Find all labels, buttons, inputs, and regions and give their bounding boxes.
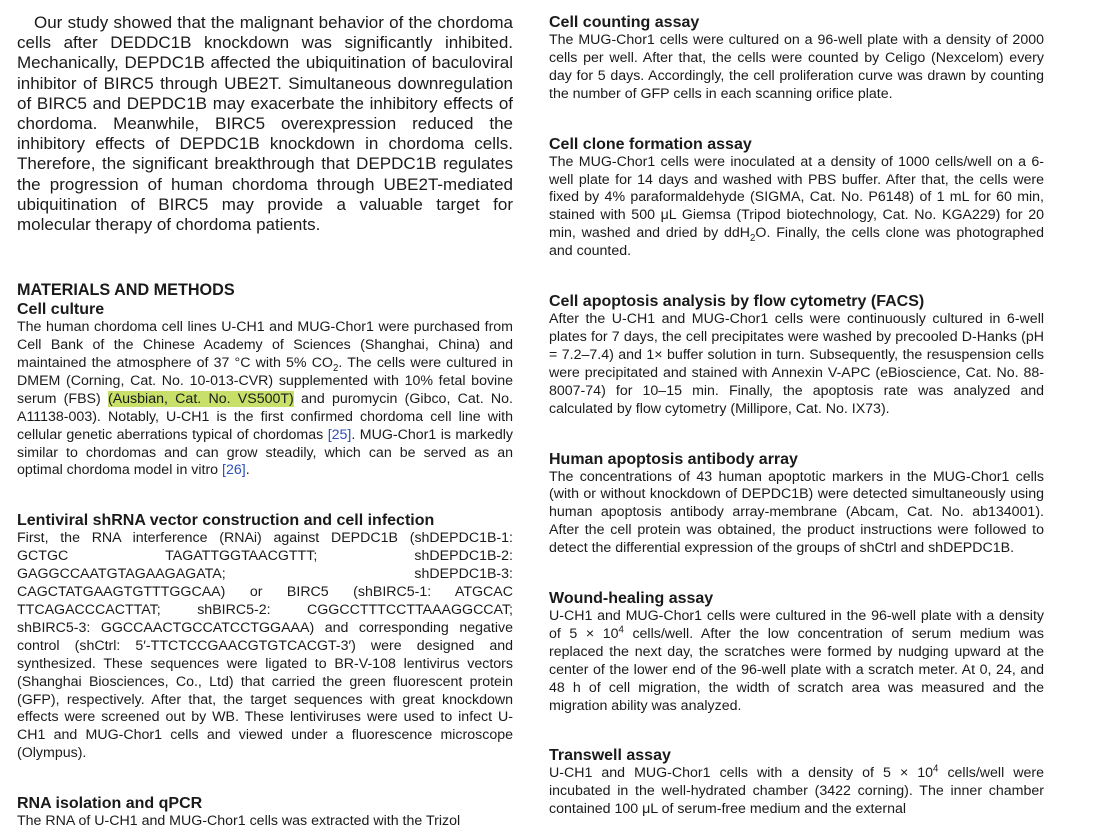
cell-culture-paragraph: The human chordoma cell lines U-CH1 and MUG-Chor1 were purchased from Cell Bank of the Chinese Academy of Sciences (Shanghai, China) and maintained the atmosphere of 37 °C with 5% $CO_2$. The cells were cultured in DMEM (Corning, Cat. No. 10-013-CVR) supplemented with 10% fetal bovine serum (FBS) (Ausbian, Cat. No. VS500T) and puromycin (Gibco, Cat. No. A11138-003). Notably, U-CH1 is the first confirmed chordoma cell line with cellular genetic aberrations typical of chordomas [25]. MUG-Chor1 is markedly similar to chordomas and can grow steadily, which can be served as an optimal chordoma model in vitro [26]. xyxy=(17,319,514,479)
transwell-paragraph: U-CH1 and MUG-Chor1 cells with a density of $5 \times 10^4$ cells/well were incubated in the well-hydrated chamber (3422 corning). The inner chamber contained 100 μL of serum-free medium and the external xyxy=(549,763,1044,818)
highlighted-text: (Ausbian, Cat. No. VS500T) xyxy=(107,390,294,407)
wound-healing-paragraph: U-CH1 and MUG-Chor1 cells were cultured in the 96-well plate with a density of $5 \times 10^4$ cells/well. After the low concentration of serum medium was replaced the next day, the scratches were formed by nudging upward at the center of the lower end of the 96-well plate with a scratch meter. At 0, 24, and 48 h of cell migration, the width of scratch area was measured and the migration ability was analyzed. xyxy=(549,608,1044,714)
reference-link-25[interactable]: [25] xyxy=(327,426,352,443)
transwell-heading: Transwell assay xyxy=(549,747,671,765)
clone-formation-heading: Cell clone formation assay xyxy=(549,135,752,153)
antibody-array-heading: Human apoptosis antibody array xyxy=(549,450,798,468)
cell-counting-heading: Cell counting assay xyxy=(549,14,700,31)
reference-link-26[interactable]: [26] xyxy=(222,462,246,479)
intro-paragraph: Our study showed that the malignant behavior of the chordoma cells after DEDDC1B knockdown was significantly inhibited. Mechanically, DEPDC1B affected the ubiquitination of baculoviral inhibitor of BIRC5 through UBE2T. Simultaneous downregulation of BIRC5 and DEPDC1B may exacerbate the inhibitory effects of chordoma. Meanwhile, BIRC5 overexpression reduced the inhibitory effects of DEPDC1B knockdown in chordoma cells. Therefore, the significant breakthrough that DEPDC1B regulates the progression of human chordoma through UBE2T-mediated ubiquitination of BIRC5 may provide a valuable target for molecular therapy of chordoma patients. xyxy=(17,13,513,235)
lentiviral-heading: Lentiviral shRNA vector construction and cell infection xyxy=(17,512,435,530)
wound-healing-heading: Wound-healing assay xyxy=(549,590,714,608)
apoptosis-heading: Cell apoptosis analysis by flow cytometry (FACS) xyxy=(549,293,925,311)
section-title: MATERIALS AND METHODS xyxy=(17,281,235,300)
clone-formation-paragraph: The MUG-Chor1 cells were inoculated at a density of 1000 cells/well on a 6-well plate for 14 days and washed with PBS buffer. After that, the cells were fixed by 4% paraformaldehyde (SIGMA, Cat. No. P6148) of 1 mL for 60 min, stained with 500 μL Giemsa (Tripod biotechnology, Cat. No. KGA229) for 20 min, washed and dried by ddH$_2$O. Finally, the cells clone was photographed and counted. xyxy=(549,153,1044,260)
left-column xyxy=(17,13,513,831)
antibody-array-paragraph: The concentrations of 43 human apoptotic markers in the MUG-Chor1 cells (with or without knockdown of DEPDC1B) were detected simultaneously using human apoptosis antibody array-membrane (Abcam, Cat. No. ab134001). After the cell protein was obtained, the product instructions were followed to detect the differential expression of the groups of shCtrl and shDEPDC1B. xyxy=(549,468,1044,557)
right-column xyxy=(549,13,1044,819)
cell-counting-paragraph: The MUG-Chor1 cells were cultured on a 96-well plate with a density of 2000 cells per well. After that, the cells were counted by Celigo (Nexcelom) every day for 5 days. Accordingly, the cell proliferation curve was drawn by counting the number of GFP cells in each scanning orifice plate. xyxy=(549,32,1044,102)
rna-paragraph: The RNA of U-CH1 and MUG-Chor1 cells was extracted with the Trizol xyxy=(17,813,461,830)
cell-culture-heading: Cell culture xyxy=(17,301,105,319)
apoptosis-paragraph: After the U-CH1 and MUG-Chor1 cells were continuously cultured in 6-well plates for 7 days, the cell precipitates were washed by precooled D-Hanks (pH = 7.2–7.4) and 1× buffer solution in turn. Subsequently, the resuspension cells were precipitated and stained with Annexin V-APC (eBioscience, Cat. No. 88-8007-74) for 10–15 min. Finally, the apoptosis rate was analyzed and calculated by flow cytometry (Millipore, Cat. No. IX73). xyxy=(549,311,1044,417)
lentiviral-paragraph: First, the RNA interference (RNAi) against DEPDC1B (shDEPDC1B-1: GCTGC TAGATTGGTAACGTTT; shDEPDC1B-2: GAGGCCAATGTAGAAGAGATA; shDEPDC1B-3: CAGCTATGAAGTGTTTGGCAA) or BIRC5 (shBIRC5-1: ATGCAC TTCAGACCCACTTAT; shBIRC5-2: CGGCCTTTCCTTAAAGGCCAT; shBIRC5-3: GGCCAACTGCCATCCTGGAAA) and corresponding negative control (shCtrl: 5′-TTCTCCGAACGTGTCACGT-3′) were designed and synthesized. These sequences were ligated to BR-V-108 lentivirus vectors (Shanghai Biosciences, Co., Ltd) that carried the green fluorescent protein (GFP), respectively. After that, the target sequences with great knockdown effects were screened out by WB. These lentiviruses were used to infect U-CH1 and MUG-Chor1 cells and viewed under a fluorescence microscope (Olympus). xyxy=(17,530,513,762)
rna-heading: RNA isolation and qPCR xyxy=(17,795,203,813)
